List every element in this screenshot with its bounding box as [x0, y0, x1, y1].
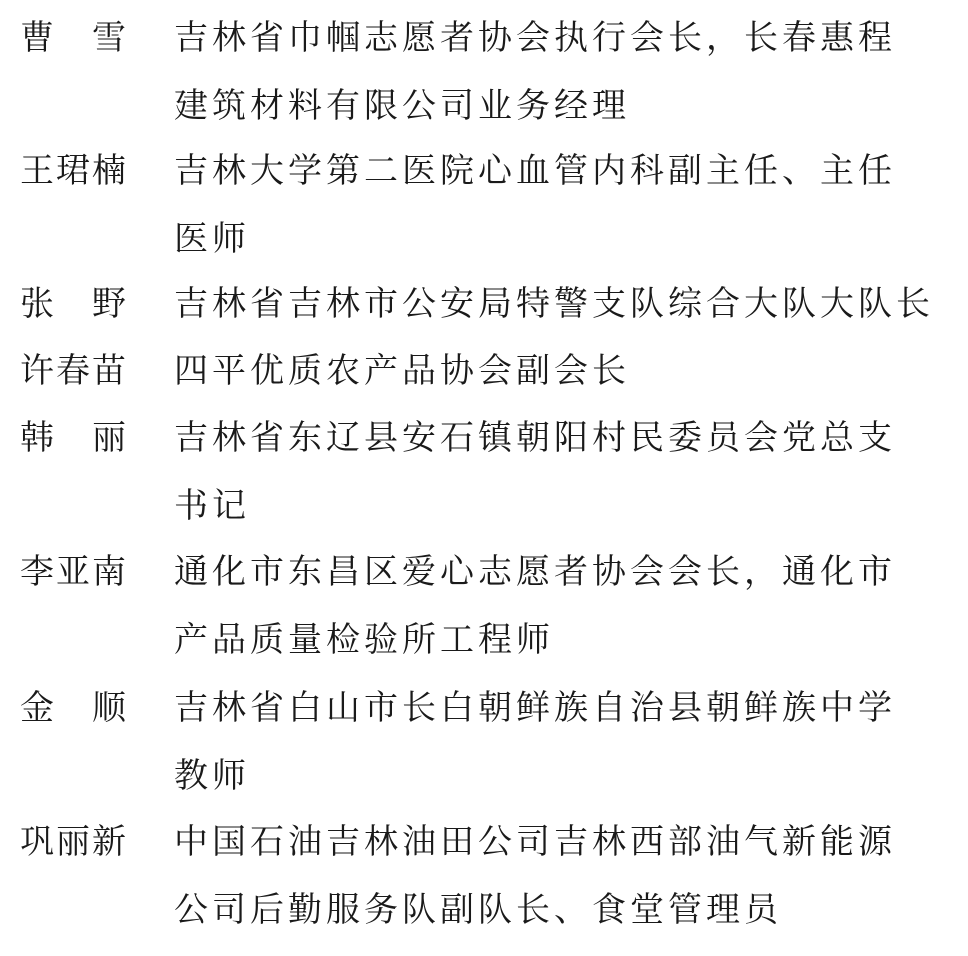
person-name: 曹 雪	[20, 18, 128, 58]
title-line: 书记	[174, 486, 250, 526]
person-title	[174, 404, 954, 540]
title-line: 产品质量检验所工程师	[174, 620, 554, 660]
title-line: 公司后勤服务队副队长、食堂管理员	[174, 890, 782, 930]
title-line: 吉林省东辽县安石镇朝阳村民委员会党总支	[174, 418, 896, 458]
person-title	[174, 674, 954, 810]
title-line: 吉林省巾帼志愿者协会执行会长，长春惠程	[174, 18, 896, 58]
title-line: 通化市东昌区爱心志愿者协会会长，通化市	[174, 552, 896, 592]
person-name: 韩 丽	[20, 418, 128, 458]
title-line: 四平优质农产品协会副会长	[174, 351, 630, 391]
person-name: 金 顺	[20, 688, 128, 728]
person-title	[174, 808, 954, 944]
title-line: 教师	[174, 756, 250, 796]
title-line: 建筑材料有限公司业务经理	[174, 86, 630, 126]
person-name: 巩丽新	[20, 822, 128, 862]
title-line: 吉林大学第二医院心血管内科副主任、主任	[174, 151, 896, 191]
title-line: 吉林省白山市长白朝鲜族自治县朝鲜族中学	[174, 688, 896, 728]
person-name: 王珺楠	[20, 151, 128, 191]
person-title	[174, 137, 954, 273]
person-name: 张 野	[20, 284, 128, 324]
title-line: 医师	[174, 219, 250, 259]
person-title	[174, 4, 954, 140]
person-name: 李亚南	[20, 552, 128, 592]
person-name: 许春苗	[20, 351, 128, 391]
person-title	[174, 337, 954, 405]
title-line: 中国石油吉林油田公司吉林西部油气新能源	[174, 822, 896, 862]
person-title	[174, 538, 954, 674]
title-line: 吉林省吉林市公安局特警支队综合大队大队长	[174, 284, 934, 324]
person-title	[174, 270, 954, 338]
